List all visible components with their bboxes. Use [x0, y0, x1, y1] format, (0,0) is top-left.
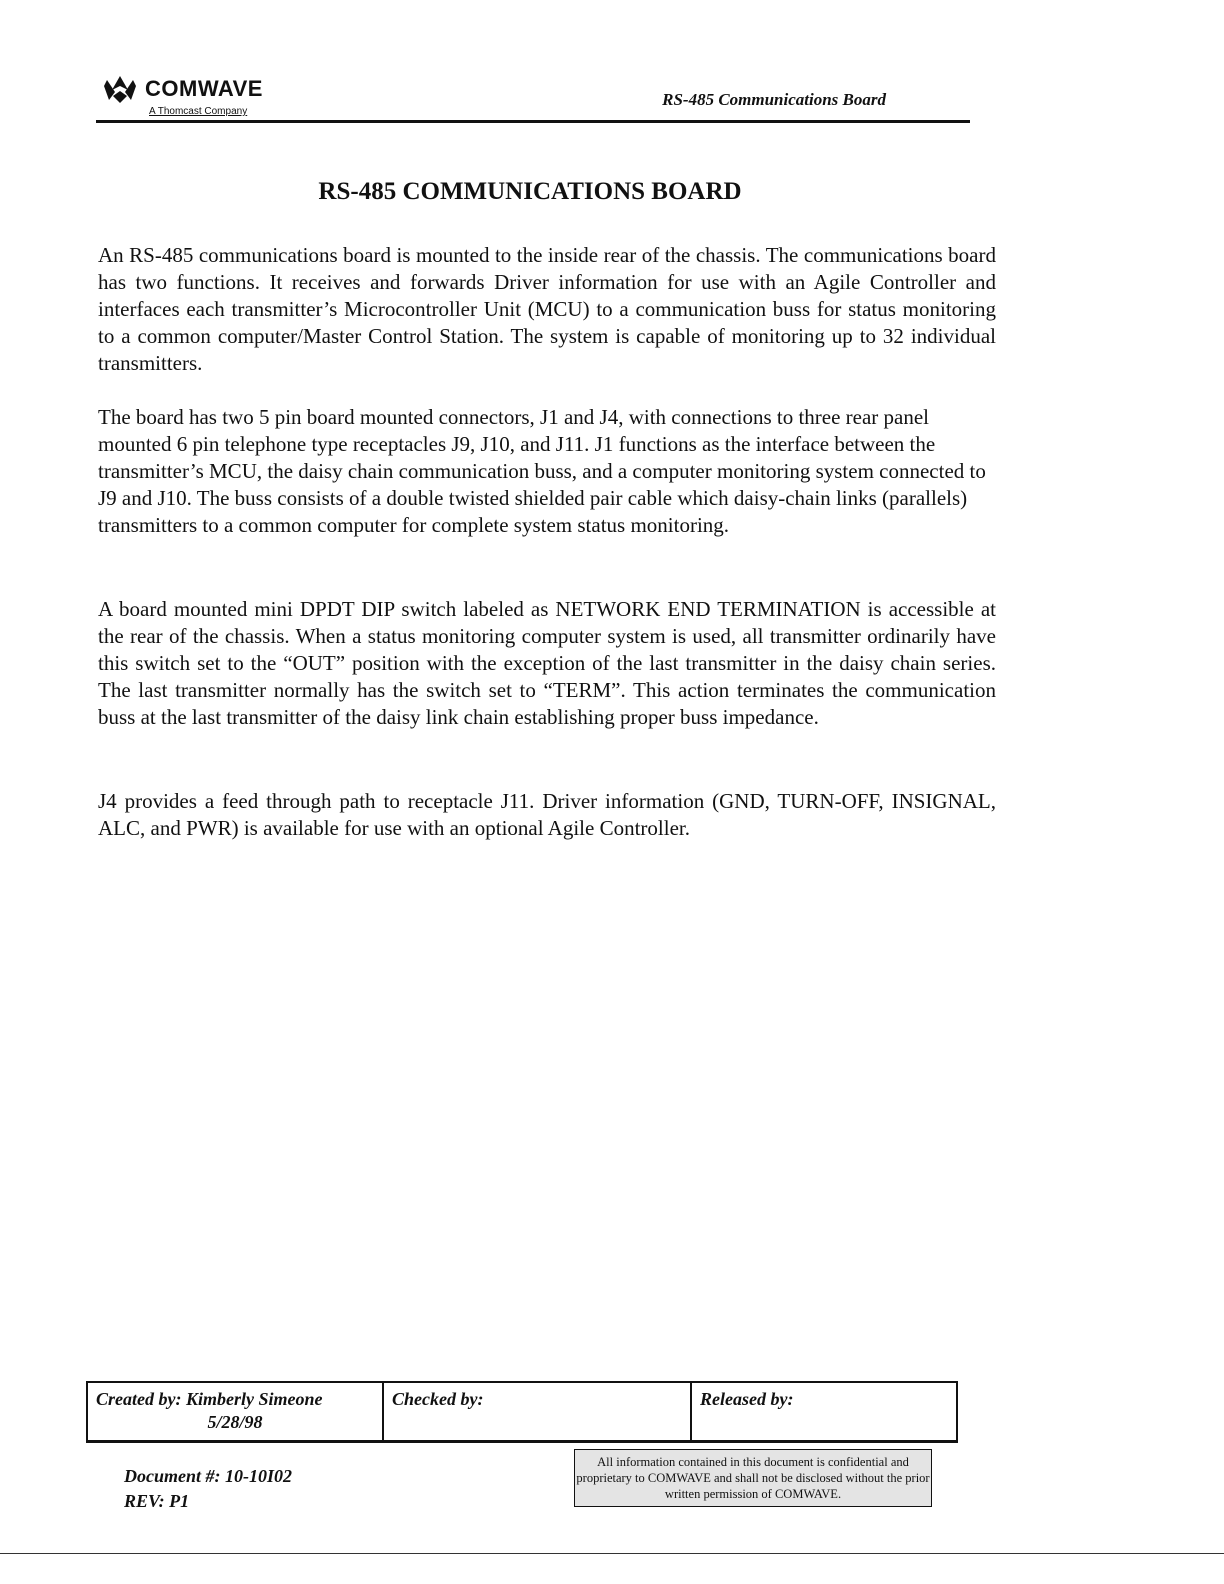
header-divider	[96, 120, 970, 123]
signoff-divider	[86, 1440, 958, 1443]
paragraph-j4: J4 provides a feed through path to receptacle J11. Driver information (GND, TURN-OFF, INSIGNAL, ALC, and PWR) is available for use with an optional Agile Controller.	[98, 789, 996, 840]
company-logo	[103, 74, 303, 117]
checked-by-cell	[384, 1383, 692, 1441]
revision: REV: P1	[124, 1491, 190, 1511]
paragraph-termination: A board mounted mini DPDT DIP switch labeled as NETWORK END TERMINATION is accessible at the rear of the chassis. When a status monitoring computer system is used, all transmitter ordinarily have this switch set to the “OUT” position with the exception of the last transmitter in the daisy chain series. The last transmitter normally has the switch set to “TERM”. This action terminates the communication buss at the last transmitter of the daisy link chain establishing proper buss impedance.	[98, 597, 996, 729]
created-by-label: Created by: Kimberly Simeone	[96, 1389, 323, 1409]
header-title: RS-485 Communications Board	[662, 90, 886, 109]
document-number: Document #: 10-10I02	[124, 1466, 292, 1486]
checked-by-label: Checked by:	[392, 1389, 484, 1409]
page-title: RS-485 COMMUNICATIONS BOARD	[318, 178, 742, 205]
released-by-cell	[692, 1383, 956, 1441]
confidential-notice: All information contained in this document is confidential and proprietary to COMWAVE and shall not be disclosed without the prior written permission of COMWAVE.	[574, 1449, 932, 1507]
logo-text: COMWAVE	[145, 76, 263, 101]
released-by-label: Released by:	[700, 1389, 794, 1409]
comwave-logo-icon	[103, 74, 137, 104]
created-by-cell	[88, 1383, 384, 1441]
page-bottom-rule	[0, 1553, 1224, 1554]
signoff-table	[86, 1381, 958, 1443]
paragraph-connectors: The board has two 5 pin board mounted connectors, J1 and J4, with connections to three rear panel mounted 6 pin telephone type receptacles J9, J10, and J11. J1 functions as the interface between the transmitter’s MCU, the daisy chain communication buss, and a computer monitoring system connected to J9 and J10. The buss consists of a double twisted shielded pair cable which daisy-chain links (parallels) transmitters to a common computer for complete system status monitoring.	[98, 405, 986, 537]
document-info	[124, 1464, 292, 1514]
paragraph-overview: An RS-485 communications board is mounted to the inside rear of the chassis. The communications board has two functions. It receives and forwards Driver information for use with an Agile Controller and interfaces each transmitter’s Microcontroller Unit (MCU) to a communication buss for status monitoring to a common computer/Master Control Station. The system is capable of monitoring up to 32 individual transmitters.	[98, 243, 996, 375]
created-date: 5/28/98	[207, 1412, 263, 1432]
logo-subtext: A Thomcast Company	[149, 106, 248, 117]
